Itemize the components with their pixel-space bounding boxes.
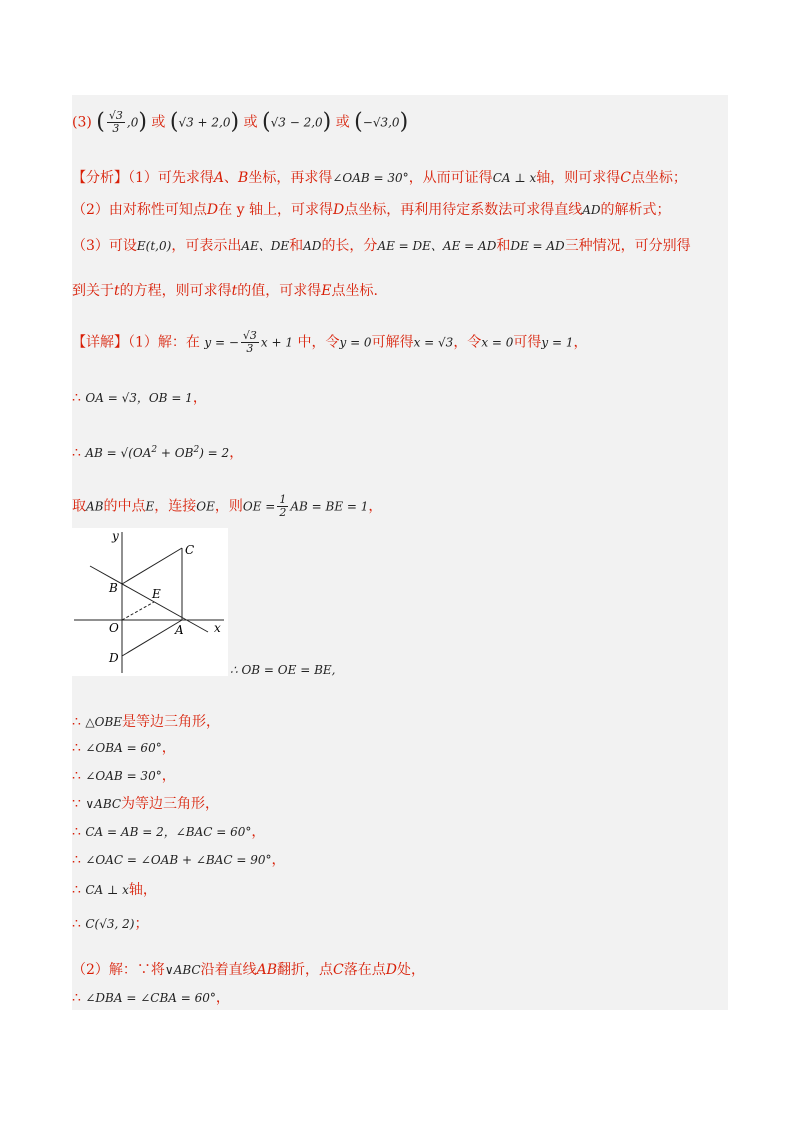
detail-line-4: 取AB的中点E，连接OE，则OE = $\frac{1}{2}$ AB = BE = 1， [72, 493, 383, 519]
label-x: x [214, 621, 221, 635]
step-1: ∴ △OBE是等边三角形， [72, 714, 221, 730]
segment-ad [122, 620, 182, 656]
label-d: D [109, 651, 119, 665]
answer-point-2: √3 + 2,0 [178, 115, 231, 130]
step-8: ∴ C(√3, 2)； [72, 916, 149, 932]
label-o: O [109, 621, 119, 635]
detail-line-3: ∴ AB = $√(OA^2 + OB^2) = 2$， [72, 445, 244, 461]
segment-bc [122, 548, 182, 584]
step-4: ∵ ∨ABC为等边三角形， [72, 796, 220, 812]
line-ab [90, 566, 208, 632]
part-2-line-1: （2）解：∵将∨ABC沿着直线AB翻折，点C落在点D处， [72, 962, 425, 978]
step-5: ∴ CA = AB = 2，∠BAC = 60°， [72, 824, 266, 840]
answer-point-3: √3 − 2,0 [270, 115, 323, 130]
label-b: B [109, 581, 118, 595]
analysis-line-2: （2）由对称性可知点D在 y 轴上，可求得D点坐标，再利用待定系数法可求得直线AD的解析式； [72, 202, 671, 218]
label-y: y [112, 529, 119, 543]
step-2: ∴ ∠OBA = 60°， [72, 740, 176, 756]
answer-fraction: $\frac{√3}{3}$ [108, 109, 123, 135]
answer-point-4: −√3,0 [362, 115, 400, 130]
detail-line-2: ∴ OA = √3，OB = 1， [72, 390, 207, 406]
step-6: ∴ ∠OAC = ∠OAB + ∠BAC = 90°， [72, 852, 286, 868]
label-a: A [175, 623, 184, 637]
geometry-figure [72, 528, 228, 676]
figure-caption-line: ∴ OB = OE = BE, [230, 663, 336, 677]
detail-line-1: 【详解】（1）解：在 y = − $\frac{√3}{3}$ x + 1 中，令y = 0可解得x = √3，令x = 0可得y = 1， [72, 329, 588, 355]
analysis-line-1: 【分析】（1）可先求得A、B坐标，再求得∠OAB = 30°，从而可证得CA ⊥ x轴，则可求得C点坐标； [72, 170, 687, 186]
step-3: ∴ ∠OAB = 30°， [72, 768, 176, 784]
answer-label: (3) [72, 114, 92, 131]
label-e: E [152, 587, 161, 601]
coordinate-figure-svg [72, 528, 228, 676]
segment-oe [122, 602, 154, 620]
analysis-line-4: 到关于t的方程，则可求得t的值，可求得E点坐标. [72, 283, 378, 299]
answer-3-line: (3) ( $\frac{√3}{3}$ ,0) 或 (√3 + 2,0) 或 (√3 − 2,0) 或 (−√3,0) [72, 109, 409, 135]
analysis-line-3: （3）可设E(t,0)，可表示出AE、DE和AD的长，分AE = DE、AE = AD和DE = AD三种情况，可分别得 [72, 238, 691, 254]
label-c: C [185, 543, 195, 557]
step-7: ∴ CA ⊥ x轴， [72, 882, 157, 898]
part-2-line-2: ∴ ∠DBA = ∠CBA = 60°， [72, 990, 230, 1006]
